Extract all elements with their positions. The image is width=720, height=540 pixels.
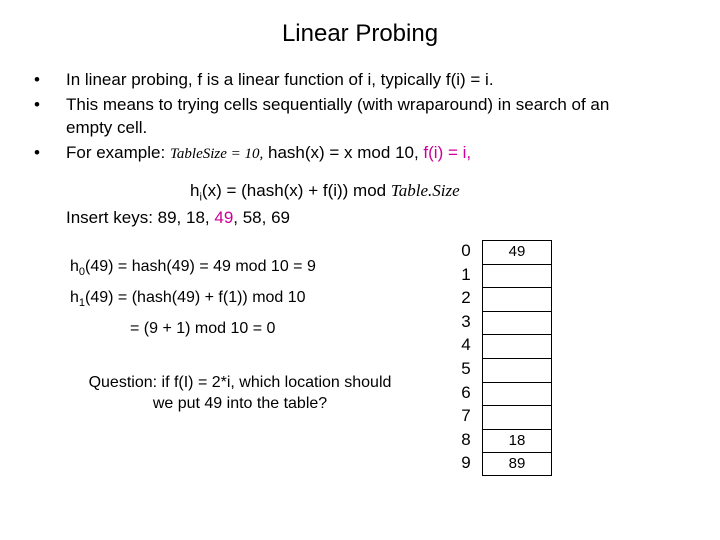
table-row: [452, 429, 572, 453]
calc-h: h: [70, 289, 79, 307]
bullet-dot: •: [34, 143, 40, 162]
calculation: [70, 254, 316, 341]
example-tablesize: TableSize = 10,: [169, 146, 264, 162]
eq-h: h: [190, 181, 200, 200]
table-row: [452, 405, 572, 429]
insert-keys: [66, 208, 290, 228]
table-cell: [482, 405, 552, 429]
insert-suffix: , 58, 69: [233, 208, 290, 227]
calc-line-h0: [70, 254, 316, 285]
eq-rest: (x) = (hash(x) + f(i)) mod: [201, 181, 391, 200]
table-cell: 89: [482, 452, 552, 476]
bullet-dot: •: [34, 95, 40, 114]
slide-title: Linear Probing: [281, 20, 439, 47]
table-row: [452, 264, 572, 288]
table-index: 8: [461, 429, 471, 449]
insert-highlight: 49: [214, 208, 234, 227]
table-index: 3: [461, 311, 471, 331]
insert-prefix: Insert keys: 89, 18,: [66, 208, 215, 227]
calc-rest: (49) = (hash(49) + f(1)) mod 10: [85, 289, 306, 307]
bullet-text: This means to trying cells sequentially (with wraparound) in search of an: [66, 95, 610, 114]
table-cell: [482, 382, 552, 406]
bullet-sequential: [34, 93, 694, 139]
table-index: 6: [461, 382, 471, 402]
table-index: 9: [461, 453, 471, 473]
example-hash: hash(x) = x mod 10,: [263, 143, 424, 162]
bullet-linear-function: [34, 68, 694, 91]
table-row: [452, 240, 572, 264]
bullet-example: [34, 141, 694, 166]
hash-table: [452, 240, 572, 476]
table-cell: [482, 264, 552, 288]
table-index: 1: [461, 264, 471, 284]
question-line2: we put 49 into the table?: [152, 395, 328, 412]
table-cell: 18: [482, 429, 552, 453]
example-f: f(i) = i,: [423, 143, 472, 162]
table-row: [452, 311, 572, 335]
table-cell: [482, 358, 552, 382]
table-index: 5: [461, 358, 471, 378]
bullet-text: In linear probing, f is a linear function of i, typically f(i) = i.: [66, 70, 494, 89]
probe-equation: [190, 181, 460, 203]
calc-line-result: = (9 + 1) mod 10 = 0: [130, 320, 276, 338]
table-row: [452, 334, 572, 358]
table-cell: 49: [482, 240, 552, 264]
bullet-text-cont: empty cell.: [66, 118, 148, 137]
bullet-list: [34, 68, 694, 168]
table-index: 4: [461, 335, 471, 355]
question-line1: Question: if f(I) = 2*i, which location should: [88, 374, 392, 391]
table-index: 2: [461, 288, 471, 308]
calc-rest: (49) = hash(49) = 49 mod 10 = 9: [85, 258, 316, 275]
table-cell: [482, 287, 552, 311]
question: [40, 372, 440, 414]
calc-line-h1: [70, 285, 316, 316]
table-row: [452, 287, 572, 311]
table-cell: [482, 334, 552, 358]
eq-sub: i: [199, 191, 202, 204]
bullet-dot: •: [34, 70, 40, 89]
table-index: 7: [461, 406, 471, 426]
calc-sub: 0: [78, 266, 86, 279]
calc-sub: 1: [78, 297, 86, 310]
table-index: 0: [461, 241, 471, 260]
eq-tablesize: Table.Size: [390, 181, 460, 200]
table-row: [452, 382, 572, 406]
table-row: [452, 358, 572, 382]
table-cell: [482, 311, 552, 335]
table-row: [452, 452, 572, 476]
example-prefix: For example:: [66, 143, 170, 162]
calc-h: h: [70, 258, 79, 275]
